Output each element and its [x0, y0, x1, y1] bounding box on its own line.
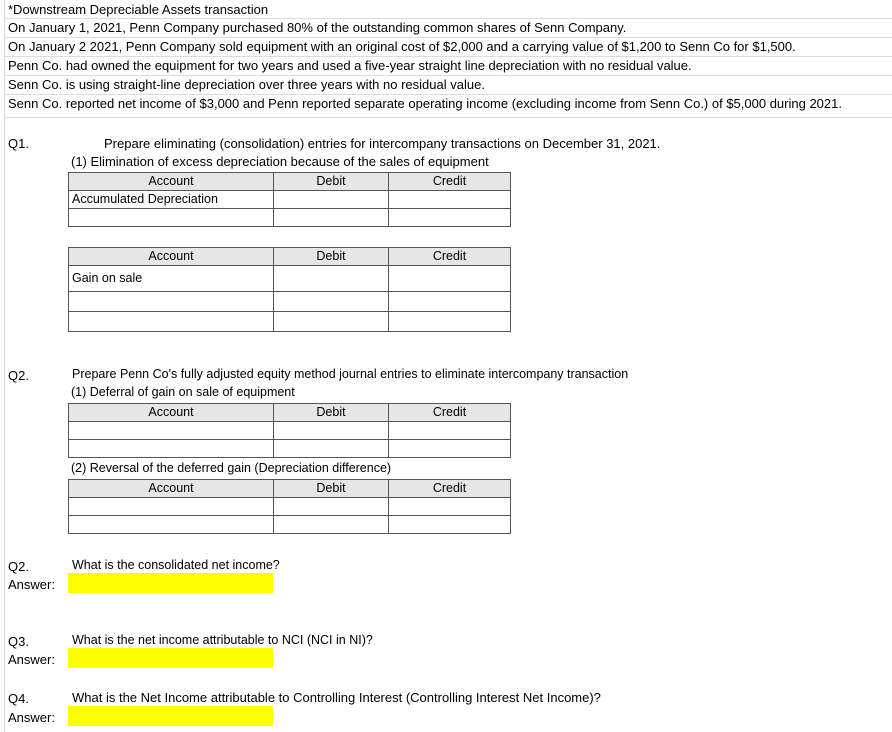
account-cell: Gain on sale — [69, 266, 274, 292]
table-header-row — [69, 480, 511, 498]
row-divider — [4, 18, 892, 19]
debit-cell[interactable] — [274, 266, 389, 292]
debit-cell[interactable] — [274, 516, 389, 534]
intro-line-5: Senn Co. reported net income of $3,000 and Penn reported separate operating income (excluding income from Senn Co.) of $5,000 during 2021. — [8, 96, 842, 111]
q2-label: Q2. — [8, 368, 29, 383]
q1-label: Q1. — [8, 136, 29, 151]
q1-prompt: Prepare eliminating (consolidation) entries for intercompany transactions on December 31, 2021. — [104, 136, 661, 151]
question-label: Q2. — [8, 559, 29, 574]
answer-label: Answer: — [8, 652, 55, 667]
credit-cell[interactable] — [389, 422, 511, 440]
debit-cell[interactable] — [274, 209, 389, 227]
account-cell[interactable] — [69, 422, 274, 440]
answer-field[interactable] — [68, 706, 273, 726]
header-account: Account — [69, 173, 274, 191]
account-cell: Accumulated Depreciation — [69, 191, 274, 209]
table-row — [69, 266, 511, 292]
row-divider — [4, 37, 892, 38]
q1-table-2 — [68, 247, 511, 332]
q1-table-1 — [68, 172, 511, 227]
table-header-row — [69, 248, 511, 266]
answer-label: Answer: — [8, 577, 55, 592]
debit-cell[interactable] — [274, 440, 389, 458]
header-debit: Debit — [274, 248, 389, 266]
answer-label: Answer: — [8, 710, 55, 725]
intro-heading: *Downstream Depreciable Assets transaction — [8, 2, 269, 17]
account-cell[interactable] — [69, 516, 274, 534]
question-label: Q4. — [8, 691, 29, 706]
row-divider — [4, 117, 892, 118]
row-divider — [4, 75, 892, 76]
q1-subheading-1: (1) Elimination of excess depreciation because of the sales of equipment — [71, 154, 489, 169]
table-header-row — [69, 173, 511, 191]
account-cell[interactable] — [69, 312, 274, 332]
credit-cell[interactable] — [389, 516, 511, 534]
account-cell[interactable] — [69, 209, 274, 227]
debit-cell[interactable] — [274, 498, 389, 516]
debit-cell[interactable] — [274, 312, 389, 332]
answer-field[interactable] — [68, 573, 273, 593]
question-prompt: What is the net income attributable to NCI (NCI in NI)? — [72, 633, 373, 647]
account-cell[interactable] — [69, 498, 274, 516]
header-credit: Credit — [389, 404, 511, 422]
table-row — [69, 422, 511, 440]
intro-line-4: Senn Co. is using straight-line depreciation over three years with no residual value. — [8, 77, 485, 92]
credit-cell[interactable] — [389, 266, 511, 292]
debit-cell[interactable] — [274, 422, 389, 440]
header-account: Account — [69, 248, 274, 266]
header-account: Account — [69, 480, 274, 498]
q2-table-1 — [68, 403, 511, 458]
debit-cell[interactable] — [274, 191, 389, 209]
intro-line-3: Penn Co. had owned the equipment for two years and used a five-year straight line depreciation with no residual value. — [8, 58, 692, 73]
account-cell[interactable] — [69, 440, 274, 458]
header-credit: Credit — [389, 173, 511, 191]
credit-cell[interactable] — [389, 440, 511, 458]
account-cell[interactable] — [69, 292, 274, 312]
table-row — [69, 191, 511, 209]
table-row — [69, 440, 511, 458]
q2-prompt: Prepare Penn Co's fully adjusted equity method journal entries to eliminate intercompany transaction — [72, 367, 629, 381]
credit-cell[interactable] — [389, 191, 511, 209]
q2-subheading-1: (1) Deferral of gain on sale of equipment — [71, 385, 295, 399]
table-row — [69, 516, 511, 534]
header-credit: Credit — [389, 480, 511, 498]
intro-line-2: On January 2 2021, Penn Company sold equipment with an original cost of $2,000 and a carrying value of $1,200 to Senn Co for $1,500. — [8, 39, 796, 54]
row-divider — [4, 56, 892, 57]
q2-subheading-2: (2) Reversal of the deferred gain (Depreciation difference) — [71, 461, 392, 475]
header-account: Account — [69, 404, 274, 422]
debit-cell[interactable] — [274, 292, 389, 312]
header-debit: Debit — [274, 480, 389, 498]
table-row — [69, 498, 511, 516]
question-label: Q3. — [8, 634, 29, 649]
table-row — [69, 209, 511, 227]
header-credit: Credit — [389, 248, 511, 266]
intro-line-1: On January 1, 2021, Penn Company purchased 80% of the outstanding common shares of Senn Company. — [8, 20, 627, 35]
table-row — [69, 292, 511, 312]
question-prompt: What is the Net Income attributable to Controlling Interest (Controlling Interest Net Income)? — [72, 690, 601, 705]
credit-cell[interactable] — [389, 498, 511, 516]
credit-cell[interactable] — [389, 209, 511, 227]
row-divider — [4, 94, 892, 95]
question-prompt: What is the consolidated net income? — [72, 558, 280, 572]
answer-field[interactable] — [68, 648, 273, 668]
credit-cell[interactable] — [389, 312, 511, 332]
table-row — [69, 312, 511, 332]
q2-table-2 — [68, 479, 511, 534]
header-debit: Debit — [274, 173, 389, 191]
header-debit: Debit — [274, 404, 389, 422]
table-header-row — [69, 404, 511, 422]
credit-cell[interactable] — [389, 292, 511, 312]
